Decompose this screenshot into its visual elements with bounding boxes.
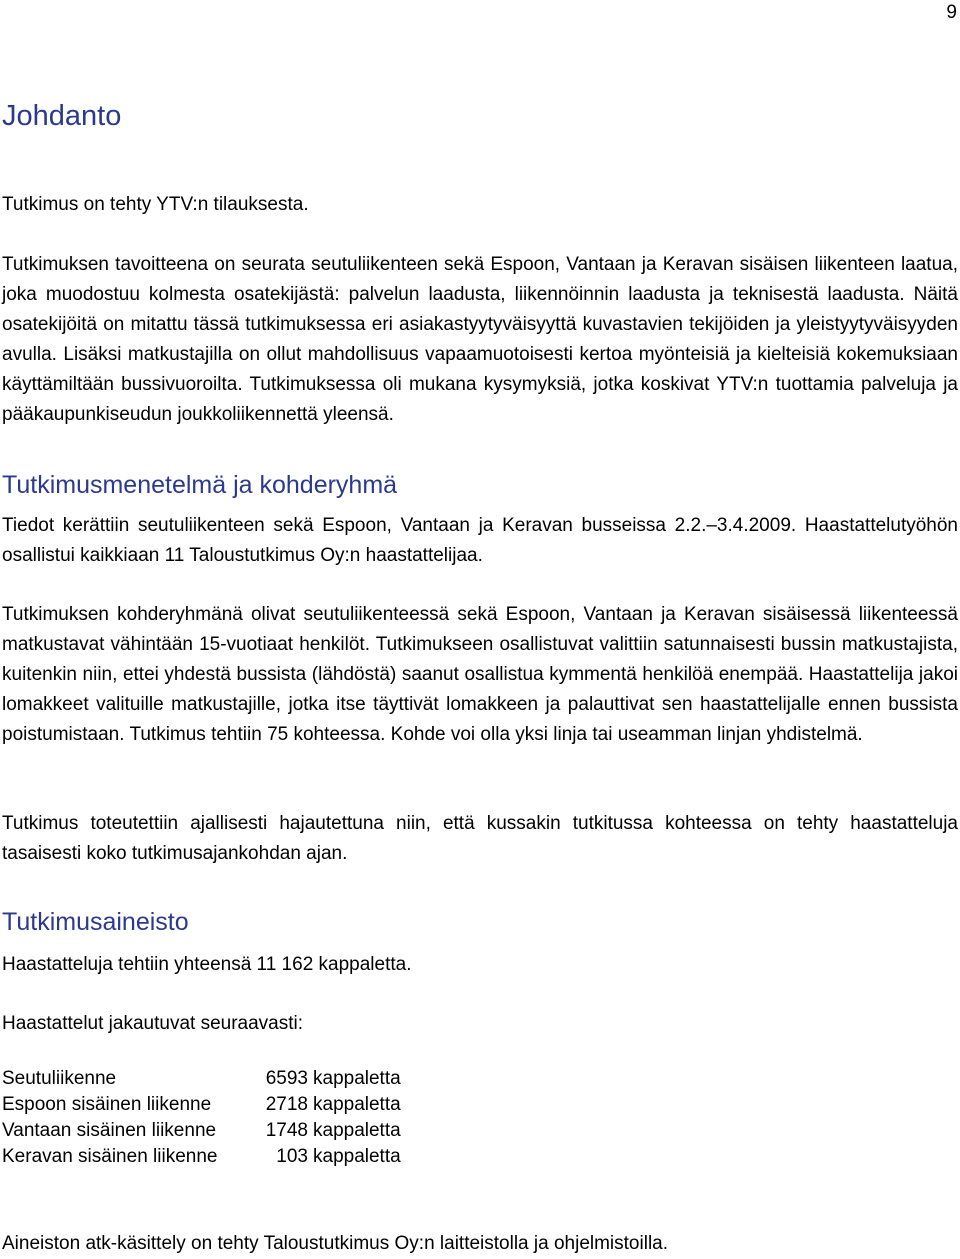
row-label: Vantaan sisäinen liikenne: [2, 1120, 217, 1141]
material-paragraph-3: Aineiston atk-käsittely on tehty Taloustutkimus Oy:n laitteistolla ja ohjelmistoilla.: [2, 1233, 669, 1254]
method-paragraph-1: Tiedot kerättiin seutuliikenteen sekä Espoon, Vantaan ja Keravan busseissa 2.2.–3.4.2009. Haastattelutyöhön osallistui kaikkiaan 11 Taloustutkimus Oy:n haastattelijaa.: [2, 515, 958, 566]
row-count: 6593: [265, 1068, 308, 1089]
heading-tutkimusaineisto: Tutkimusaineisto: [2, 908, 189, 936]
method-paragraph-3: Tutkimus toteutettiin ajallisesti hajautettuna niin, että kussakin tutkitussa kohteessa on tehty haastatteluja tasaisesti koko tutkimusajankohdan ajan.: [2, 813, 958, 864]
row-unit: kappaletta: [313, 1094, 401, 1115]
intro-paragraph-1: Tutkimus on tehty YTV:n tilauksesta.: [2, 194, 309, 215]
row-label: Seutuliikenne: [2, 1068, 117, 1089]
row-unit: kappaletta: [313, 1120, 401, 1141]
row-label: Keravan sisäinen liikenne: [2, 1146, 218, 1167]
table-row: [2, 1092, 401, 1118]
row-count: 2718: [265, 1094, 308, 1115]
row-count: 103: [276, 1146, 308, 1167]
row-label: Espoon sisäinen liikenne: [2, 1094, 212, 1115]
intro-paragraph-2: Tutkimuksen tavoitteena on seurata seutuliikenteen sekä Espoon, Vantaan ja Keravan sisäisen liikenteen laatua, joka muodostuu kolmesta osatekijästä: palvelun laadusta, liikennöinnin laadusta ja teknisestä laadusta. Näitä osatekijöitä on mitattu tässä tutkimuksessa eri asiakastyytyväisyyttä kuvastavien tekijöiden ja yleistyytyväisyyden avulla. Lisäksi matkustajilla on ollut mahdollisuus vapaamuotoisesti kertoa myönteisiä ja kielteisiä kokemuksiaan käyttämiltään bussivuoroilta. Tutkimuksessa oli mukana kysymyksiä, jotka koskivat YTV:n tuottamia palveluja ja pääkaupunkiseudun joukkoliikennettä yleensä.: [2, 254, 958, 425]
row-count: 1748: [265, 1120, 308, 1141]
table-row: [2, 1066, 401, 1092]
interview-distribution-table: [2, 1066, 401, 1170]
heading-tutkimusmenetelma: Tutkimusmenetelmä ja kohderyhmä: [2, 471, 398, 499]
material-paragraph-2: Haastattelut jakautuvat seuraavasti:: [2, 1013, 304, 1034]
table-row: [2, 1118, 401, 1144]
page-number: 9: [946, 2, 957, 23]
row-unit: kappaletta: [313, 1068, 401, 1089]
method-paragraph-2: Tutkimuksen kohderyhmänä olivat seutuliikenteessä sekä Espoon, Vantaan ja Keravan sisäisessä liikenteessä matkustavat vähintään 15-vuotiaat henkilöt. Tutkimukseen osallistuvat valittiin satunnaisesti bussin matkustajista, kuitenkin niin, ettei yhdestä bussista (lähdöstä) saanut osallistua kymmentä henkilöä enempää. Haastattelija jakoi lomakkeet valituille matkustajille, jotka itse täyttivät lomakkeen ja palauttivat sen haastattelijalle ennen bussista poistumistaan. Tutkimus tehtiin 75 kohteessa. Kohde voi olla yksi linja tai useamman linjan yhdistelmä.: [2, 604, 958, 745]
heading-johdanto: Johdanto: [2, 100, 122, 132]
row-unit: kappaletta: [313, 1146, 401, 1167]
material-paragraph-1: Haastatteluja tehtiin yhteensä 11 162 kappaletta.: [2, 954, 412, 975]
table-row: [2, 1144, 401, 1170]
